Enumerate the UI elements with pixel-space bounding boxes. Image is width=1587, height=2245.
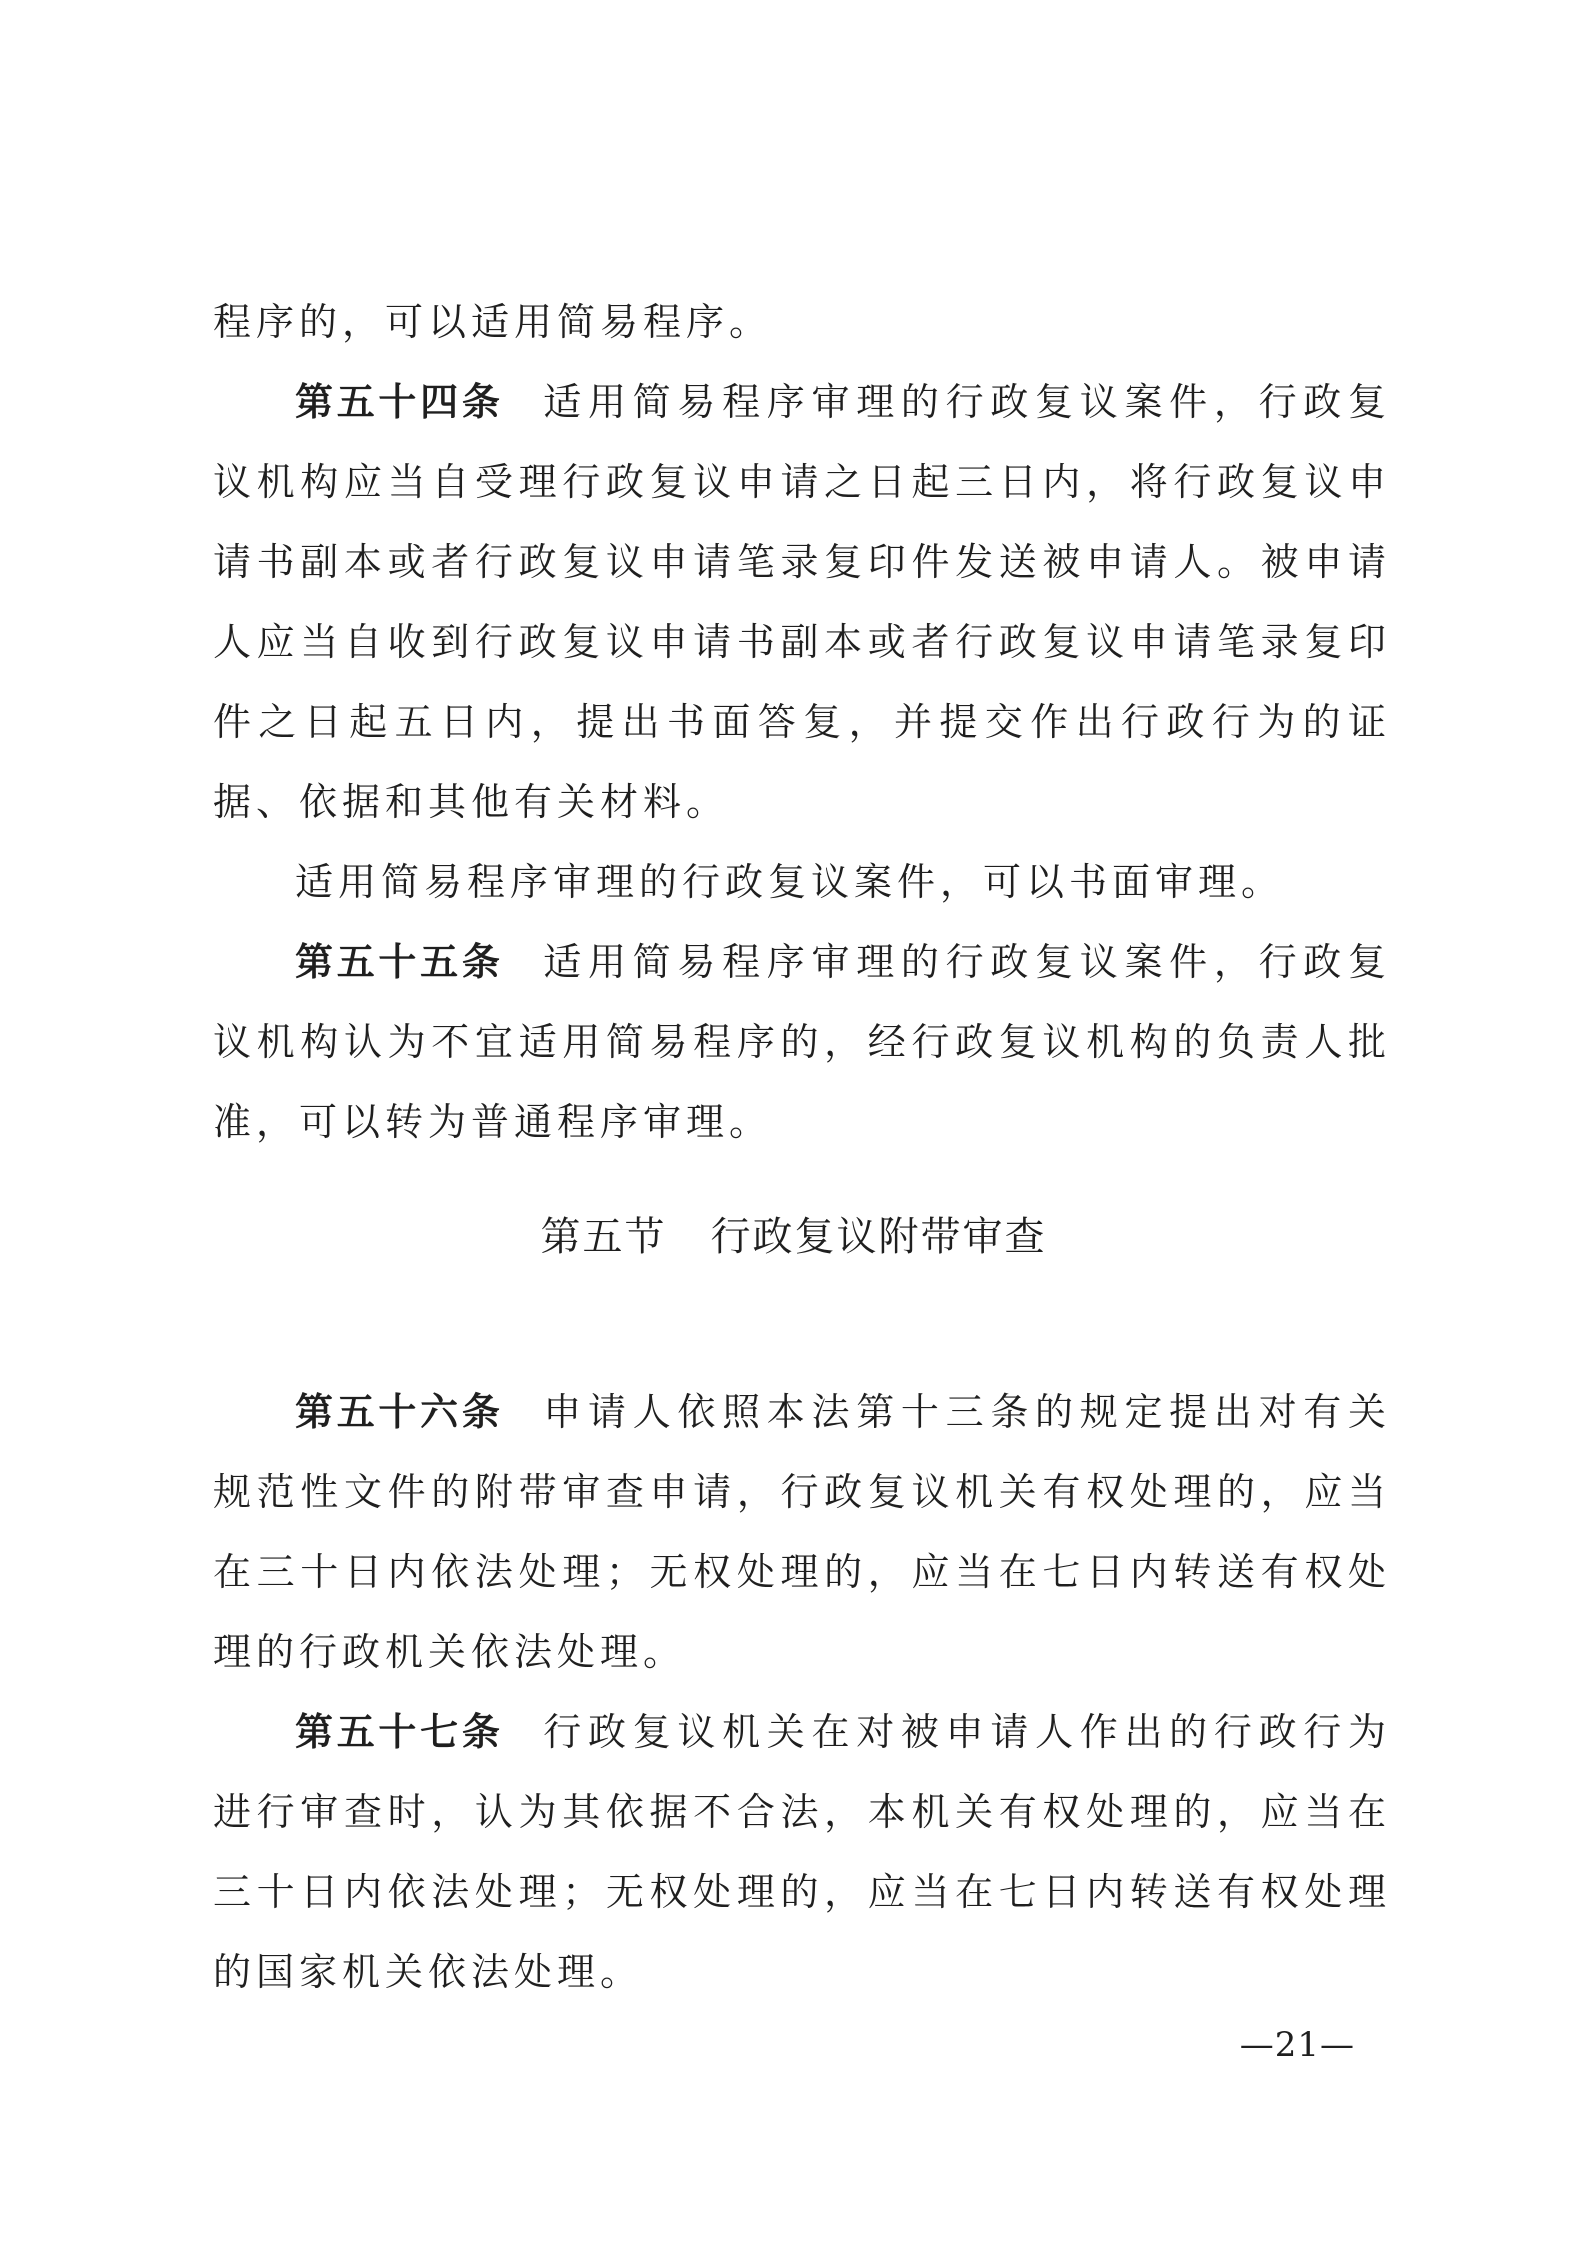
article-56-paragraph-1 bbox=[213, 1372, 1391, 1692]
article-54-paragraph-2: 适用简易程序审理的行政复议案件，可以书面审理。 bbox=[295, 860, 1285, 904]
section-heading bbox=[0, 1205, 1587, 1262]
article-55-paragraph-1 bbox=[213, 922, 1391, 1162]
article-text: 适用简易程序审理的行政复议案件，行政复议机构应当自受理行政复议申请之日起三日内，将行政复议申请书副本或者行政复议申请笔录复印件发送被申请人。被申请人应当自收到行政复议申请书副本或者行政复议申请笔录复印件之日起五日内，提出书面答复，并提交作出行政行为的证据、依据和其他有关材料。 bbox=[213, 380, 1391, 824]
body-block-lower bbox=[213, 1372, 1391, 2012]
article-text: 申请人依照本法第十三条的规定提出对有关规范性文件的附带审查申请，行政复议机关有权处理的，应当在三十日内依法处理；无权处理的，应当在七日内转送有权处理的行政机关依法处理。 bbox=[213, 1390, 1391, 1674]
article-text: 行政复议机关在对被申请人作出的行政行为进行审查时，认为其依据不合法，本机关有权处理的，应当在三十日内依法处理；无权处理的，应当在七日内转送有权处理的国家机关依法处理。 bbox=[213, 1710, 1391, 1994]
section-number: 第五节 bbox=[540, 1214, 667, 1260]
article-label: 第五十五条 bbox=[295, 940, 504, 984]
section-title: 行政复议附带审查 bbox=[710, 1214, 1047, 1260]
article-text: 适用简易程序审理的行政复议案件，行政复议机构认为不宜适用简易程序的，经行政复议机构的负责人批准，可以转为普通程序审理。 bbox=[213, 940, 1391, 1144]
article-label: 第五十六条 bbox=[295, 1390, 504, 1434]
article-54-paragraph-1 bbox=[213, 362, 1391, 842]
article-label: 第五十四条 bbox=[295, 380, 504, 424]
article-57-paragraph-1 bbox=[213, 1692, 1391, 2012]
article-label: 第五十七条 bbox=[295, 1710, 504, 1754]
page-number: —21— bbox=[1239, 2025, 1355, 2065]
body-block-upper bbox=[213, 282, 1391, 1162]
continuation-paragraph: 程序的，可以适用简易程序。 bbox=[213, 300, 773, 344]
